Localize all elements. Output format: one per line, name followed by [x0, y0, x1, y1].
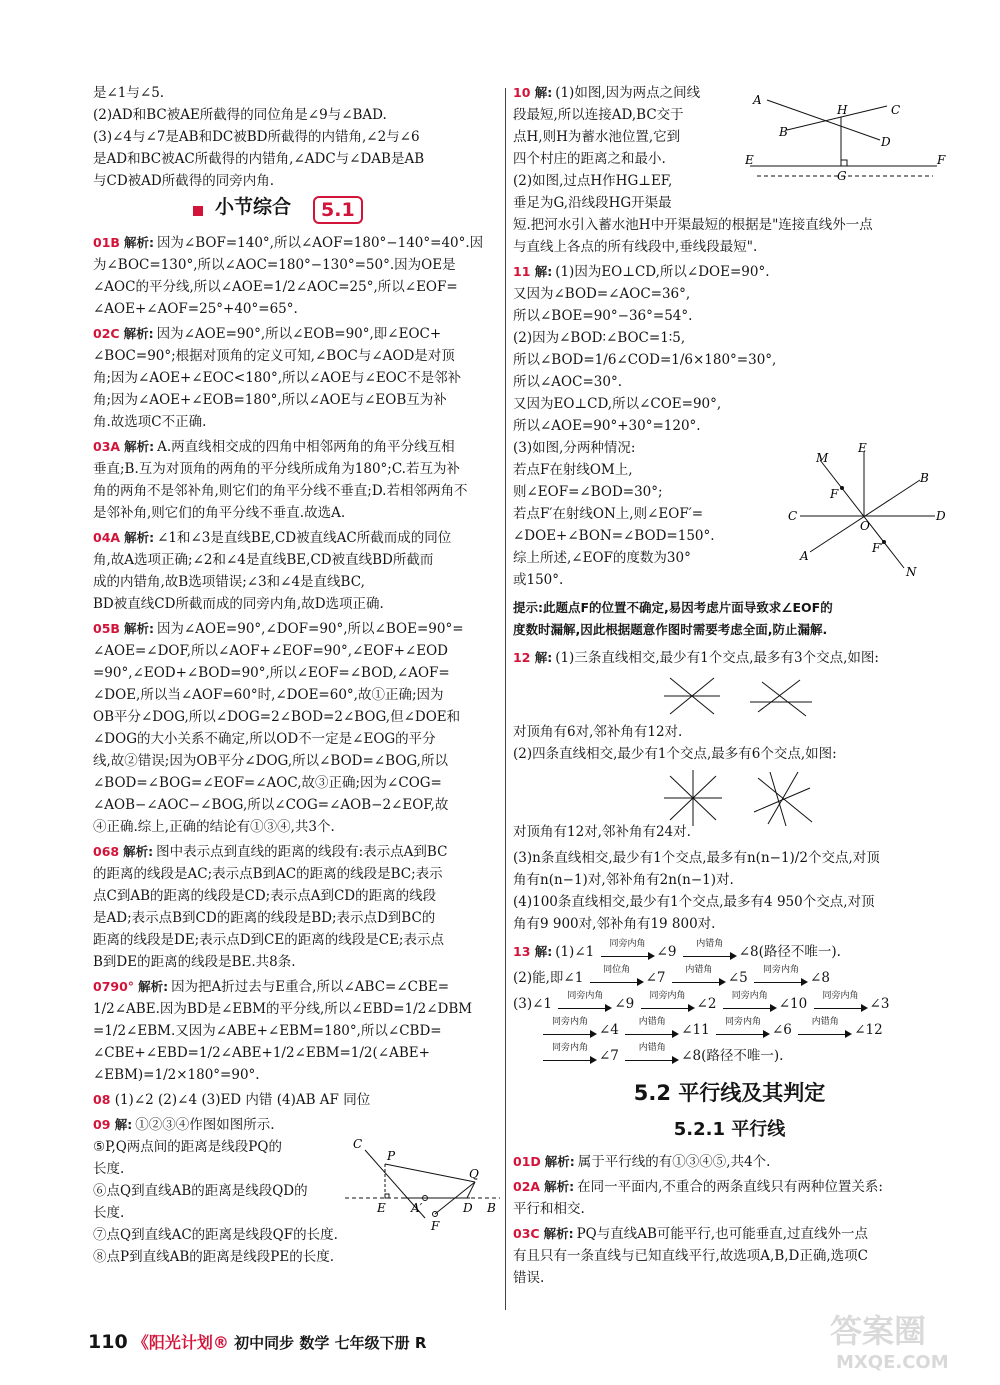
text-line: 角.故选项C不正确. [93, 414, 207, 430]
question-number: 01 [513, 1154, 531, 1169]
answer-tag: 解析: [123, 621, 154, 636]
angle-label: ∠11 [681, 1022, 710, 1038]
text-line: 对顶角有12对,邻补角有24对. [513, 824, 691, 840]
answer-tag: 解析: [123, 235, 154, 250]
page-number: 110 [88, 1331, 128, 1353]
question-number: 01 [93, 235, 111, 250]
fig-label: B [920, 471, 929, 485]
fig-label: D [881, 135, 891, 149]
text-line: 有且只有一条直线与已知直线平行,故选项A,B,D正确,选项C [513, 1248, 868, 1264]
answer-choice: C [110, 326, 120, 341]
answer-item [513, 1223, 946, 1289]
answer-tag: 解析: [123, 844, 154, 859]
answer-q13 [513, 938, 946, 1071]
text-line: 属于平行线的有①③④⑤,共4个. [577, 1154, 771, 1170]
text-line: 错误. [513, 1270, 545, 1286]
question-number: 11 [513, 264, 531, 279]
arrow-label: 同旁内角 [649, 990, 686, 1001]
question-number: 06 [93, 844, 111, 859]
text-line: A.两直线相交成的四角中相邻两角的角平分线互相 [157, 439, 455, 455]
arrow-label: 内错角 [696, 938, 724, 949]
fig-label: E [745, 153, 754, 167]
watermark-text: MXQE.COM [836, 1352, 949, 1373]
tip-text: 度数时漏解,因此根据题意作图时需要考虑全面,防止漏解. [513, 622, 828, 637]
answer-item [513, 1151, 946, 1173]
text-line: 为∠BOC=130°,所以∠AOC=180°−130°=50°.因为OE是 [93, 257, 456, 273]
text-line: (4)100条直线相交,最少有1个交点,最多有4 950个交点,对顶 [513, 894, 875, 910]
text-line: ①②③④作图如图所示. [135, 1117, 275, 1133]
angle-label: ∠8(路径不唯一). [681, 1048, 784, 1064]
footer-text: 初中同步 数学 七年级下册 R [234, 1334, 427, 1352]
text-line: 所以∠AOC=30°. [513, 374, 622, 390]
text-line: 短.把河水引入蓄水池H中开渠最短的根据是"连接直线外一点 [513, 217, 873, 233]
arrow-label: 同旁内角 [731, 990, 768, 1001]
angle-label: (2)能,即∠1 [513, 970, 584, 986]
text-line: 是邻补角,则它们的角平分线不垂直.故选A. [93, 505, 346, 521]
question-number: 03 [93, 439, 111, 454]
section-title: 小节综合 [215, 196, 292, 218]
answer-choice: C [530, 1226, 540, 1241]
fig-label: C [891, 103, 901, 117]
answer-tag: 解: [534, 264, 553, 279]
answer-item [93, 436, 498, 524]
answer-tag: 解析: [544, 1154, 575, 1169]
arrow-icon [714, 1016, 772, 1041]
angle-label: ∠4 [599, 1022, 619, 1038]
text-line: 是∠1与∠5. [93, 85, 165, 101]
text-line: (1)如图,因为两点之间线 [555, 85, 701, 101]
text-line: ∠EBM)=1/2×180°=90°. [93, 1067, 260, 1083]
arrow-label: 同位角 [603, 964, 631, 975]
arrow-label: 同旁内角 [724, 1016, 761, 1027]
tip-label: 提示: [513, 600, 543, 615]
question-number: 02 [513, 1179, 531, 1194]
fig-label: A′ [411, 1201, 423, 1215]
text-line: (2)AD和BC被AE所截得的同位角是∠9与∠BAD. [93, 107, 387, 123]
text-line: (3)如图,分两种情况: [513, 440, 636, 456]
text-line: ∠AOE=∠DOF,所以∠AOF+∠EOF=90°,∠EOF+∠EOD [93, 643, 448, 659]
column-divider [505, 88, 506, 1310]
text-line: 角有9 900对,邻补角有19 800对. [513, 916, 716, 932]
fig-label: M [816, 451, 829, 465]
answer-first-line [93, 527, 498, 549]
text-line: 点C到AB的距离的线段是CD;表示点A到CD的距离的线段 [93, 888, 437, 904]
text-line: 距离的线段是DE;表示点D到CE的距离的线段是CE;表示点 [93, 932, 444, 948]
watermark-logo [822, 1306, 972, 1376]
text-line: 所以∠AOE=90°+30°=120°. [513, 418, 701, 434]
text-line: OB平分∠DOG,所以∠DOG=2∠BOD=2∠BOG,但∠DOE和 [93, 709, 461, 725]
text-line: B到DE的距离的线段是BE.共8条. [93, 954, 296, 970]
text-line: (3)∠4与∠7是AB和DC被BD所截得的内错角,∠2与∠6 [93, 129, 420, 145]
question-number: 02 [93, 326, 111, 341]
question-number: 12 [513, 650, 531, 665]
text-line: ∠DOG的大小关系不确定,所以OD不一定是∠EOG的平分 [93, 731, 436, 747]
path-chain [513, 1042, 946, 1071]
text-line: 平行和相交. [513, 1201, 585, 1217]
answer-first-line [93, 1114, 498, 1136]
answer-tag: 解: [114, 1117, 133, 1132]
text-line: ⑦点Q到直线AC的距离是线段QF的长度. [93, 1227, 338, 1243]
fig-label: N [906, 565, 917, 579]
path-chain [513, 964, 946, 993]
angle-label: (3)∠1 [513, 996, 553, 1012]
text-line: ∠AOC的平分线,所以∠AOE=1/2∠AOC=25°,所以∠EOF= [93, 279, 458, 295]
answer-first-line [93, 841, 498, 863]
fig-label: O [860, 519, 870, 533]
fig-label: P [387, 1149, 396, 1163]
right-answer-list [513, 1151, 946, 1289]
arrow-label: 同旁内角 [609, 938, 646, 949]
angle-label: (1)∠1 [555, 944, 595, 960]
fig-label: C [353, 1138, 363, 1151]
fig-label: F [937, 153, 946, 167]
text-line: ∠BOC=90°;根据对顶角的定义可知,∠BOC与∠AOD是对顶 [93, 348, 455, 364]
subsection-heading-5-2-1: 5.2.1 平行线 [673, 1119, 786, 1140]
answer-choice: A [530, 1179, 541, 1194]
question-number: 08 [93, 1092, 111, 1107]
answer-tag: 解析: [123, 326, 154, 341]
text-line: 所以∠BOE=90°−36°=54°. [513, 308, 693, 324]
arrow-label: 同旁内角 [551, 1016, 588, 1027]
text-line: PQ与直线AB可能平行,也可能垂直,过直线外一点 [576, 1226, 868, 1242]
text-line: 垂足为G,沿线段HG开渠最 [513, 195, 672, 211]
arrow-icon [721, 990, 779, 1015]
answer-choice: 8 [110, 844, 120, 859]
text-line: 因为把A折过去与E重合,所以∠ABC=∠CBE= [171, 979, 450, 995]
text-line: 成的内错角,故B选项错误;∠3和∠4是直线BC, [93, 574, 365, 590]
watermark-text: 答案圈 [830, 1312, 927, 1350]
text-line: ∠AOE+∠AOF=25°+40°=65°. [93, 301, 298, 317]
text-line: 因为∠BOF=140°,所以∠AOF=180°−140°=40°.因 [156, 235, 484, 251]
text-line: (2)四条直线相交,最少有1个交点,最多有6个交点,如图: [513, 746, 837, 762]
text-line: =90°,∠EOD+∠BOD=90°,所以∠EOF=∠BOD,∠AOF= [93, 665, 450, 681]
arrow-label: 同旁内角 [763, 964, 800, 975]
text-line: 所以∠BOD=1/6∠COD=1/6×180°=30°, [513, 352, 777, 368]
answer-tag: 解析: [124, 530, 155, 545]
figure-q10 [745, 92, 950, 184]
arrow-icon [639, 990, 697, 1015]
text-line: (2)如图,过点H作HG⊥EF, [513, 173, 673, 189]
arrow-icon [623, 1016, 681, 1041]
fig-label: C [788, 509, 798, 523]
arrow-icon [670, 964, 728, 989]
text-line: ∠AOB−∠AOC−∠BOG,所以∠COG=∠AOB−2∠EOF,故 [93, 797, 449, 813]
answer-choice: D [530, 1154, 541, 1169]
text-line: 在同一平面内,不重合的两条直线只有两种位置关系: [577, 1179, 883, 1195]
answer-tag: 解: [534, 85, 553, 100]
arrow-icon [796, 1016, 854, 1041]
arrow-label: 内错角 [638, 1016, 666, 1027]
answer-first-line [93, 1089, 498, 1111]
question-number: 07 [93, 979, 111, 994]
text-line: ∠1和∠3是直线BE,CD被直线AC所截而成的同位 [157, 530, 452, 546]
text-line: 角有n(n−1)对,邻补角有2n(n−1)对. [513, 872, 734, 888]
fig-label: A [753, 93, 762, 107]
section-heading [193, 196, 498, 226]
answer-item [513, 1176, 946, 1220]
section-badge: 5.1 [313, 196, 363, 224]
text-line: ∠DOE,所以当∠AOF=60°时,∠DOE=60°,故①正确;因为 [93, 687, 444, 703]
arrow-icon [556, 990, 614, 1015]
answer-item [93, 232, 498, 320]
text-line: 因为∠AOE=90°,所以∠EOB=90°,即∠EOC+ [156, 326, 442, 342]
text-line: 与CD被AD所截得的同旁内角. [93, 173, 275, 189]
arrow-label: 内错角 [638, 1042, 666, 1053]
angle-label: ∠8 [810, 970, 830, 986]
answer-first-line [93, 976, 498, 998]
fig-label: Q [469, 1167, 479, 1181]
figure-q11 [780, 440, 950, 580]
question-number: 13 [513, 944, 531, 959]
angle-label: ∠2 [696, 996, 717, 1012]
path-chain [513, 938, 946, 967]
fig-label: D [936, 509, 946, 523]
question-number: 10 [513, 85, 531, 100]
arrow-icon [588, 964, 646, 989]
text-line: ∠BOD=∠BOG=∠EOF=∠AOC,故③正确;因为∠COG= [93, 775, 442, 791]
fig-label: G [837, 169, 847, 183]
fig-label: B [487, 1201, 496, 1215]
answer-first-line [513, 1223, 946, 1245]
figure-q12-three-lines [650, 668, 820, 728]
path-chain [513, 990, 946, 1019]
angle-label: ∠3 [869, 996, 890, 1012]
fig-label: F [830, 487, 839, 501]
text-line: 对顶角有6对,邻补角有12对. [513, 724, 683, 740]
text-line: 的距离的线段是AC;表示点B到AC的距离的线段是BC;表示 [93, 866, 443, 882]
text-line: 1/2∠ABE.因为BD是∠EBM的平分线,所以∠EBD=1/2∠DBM [93, 1001, 473, 1017]
fig-label: F [431, 1219, 440, 1233]
answer-choice: B [110, 621, 120, 636]
answer-choice: B [110, 235, 120, 250]
tip-block [513, 597, 946, 641]
text-line: (2)因为∠BOD∶∠BOC=1∶5, [513, 330, 686, 346]
angle-label: ∠9 [656, 944, 677, 960]
answer-item [93, 1089, 498, 1111]
answer-first-line [93, 618, 498, 640]
answer-item [93, 323, 498, 433]
text-line: 角,故A选项正确;∠2和∠4是直线BE,CD被直线BD所截而 [93, 552, 434, 568]
text-line: =1/2∠EBM.又因为∠ABE+∠EBM=180°,所以∠CBD= [93, 1023, 442, 1039]
text-line: ⑤P,Q两点间的距离是线段PQ的 [93, 1139, 282, 1155]
answer-tag: 解析: [544, 1179, 575, 1194]
question-number: 09 [93, 1117, 111, 1132]
arrow-label: 同旁内角 [551, 1042, 588, 1053]
arrow-icon [681, 938, 739, 963]
text-line: 又因为EO⊥CD,所以∠COE=90°, [513, 396, 722, 412]
text-line: (1)因为EO⊥CD,所以∠DOE=90°. [555, 264, 770, 280]
arrow-label: 内错角 [811, 1016, 839, 1027]
arrow-label: 内错角 [685, 964, 713, 975]
answer-first-line [93, 323, 498, 345]
fig-label: A [800, 549, 809, 563]
answer-item [93, 841, 498, 973]
text-line: 垂直;B.互为对顶角的两角的平分线所成角为180°;C.若互为补 [93, 461, 460, 477]
text-line: ④正确.综上,正确的结论有①③④,共3个. [93, 819, 335, 835]
fig-label: F′ [872, 541, 884, 555]
answer-first-line [93, 436, 498, 458]
text-line: (1)∠2 (2)∠4 (3)ED 内错 (4)AB AF 同位 [114, 1092, 371, 1108]
text-line: 点H,则H为蓄水池位置,它到 [513, 129, 681, 145]
text-line: 或150°. [513, 572, 564, 588]
text-line: 若点F′在射线ON上,则∠EOF′= [513, 506, 704, 522]
angle-label: ∠8(路径不唯一). [738, 944, 841, 960]
text-line: 段最短,所以连接AD,BC交于 [513, 107, 684, 123]
text-line: 是AD;表示点B到CD的距离的线段是BD;表示点D到BC的 [93, 910, 436, 926]
left-column [93, 82, 498, 1271]
section-heading-5-2: 5.2 平行线及其判定 [633, 1081, 826, 1105]
answer-item [93, 618, 498, 838]
text-line: 综上所述,∠EOF的度数为30° [513, 550, 691, 566]
answer-choice: A [110, 530, 121, 545]
answer-choice: A [110, 439, 121, 454]
figure-q09 [345, 1138, 505, 1233]
text-line: 四个村庄的距离之和最小. [513, 151, 666, 167]
left-answer-list [93, 232, 498, 1268]
angle-label: ∠10 [778, 996, 808, 1012]
text-line: 角的两角不是邻补角,则它们的角平分线不垂直;D.若相邻两角不 [93, 483, 468, 499]
angle-label: ∠5 [727, 970, 748, 986]
angle-label: ∠7 [599, 1048, 619, 1064]
arrow-icon [752, 964, 810, 989]
answer-choice: 90° [110, 979, 135, 994]
fig-label: E [377, 1201, 386, 1215]
text-line: ∠DOE+∠BON=∠BOD=150°. [513, 528, 715, 544]
page-footer [88, 1331, 426, 1354]
fig-label: D [463, 1201, 473, 1215]
arrow-label: 同旁内角 [567, 990, 604, 1001]
figure-q12-four-lines [650, 768, 820, 830]
text-line: 长度. [93, 1205, 125, 1221]
fig-label: E [858, 441, 867, 455]
answer-item [93, 976, 498, 1086]
arrow-icon [541, 1042, 599, 1067]
text-line: ∠CBE+∠EBD=1/2∠ABE+1/2∠EBM=1/2(∠ABE+ [93, 1045, 430, 1061]
text-line: 与直线上各点的所有线段中,垂线段最短". [513, 239, 758, 255]
answer-first-line [513, 1176, 946, 1198]
question-number: 05 [93, 621, 111, 636]
angle-label: ∠6 [772, 1022, 792, 1038]
brand-name: 《阳光计划® [132, 1333, 229, 1352]
answer-tag: 解析: [124, 439, 155, 454]
path-chain [513, 1016, 946, 1045]
arrow-icon [541, 1016, 599, 1041]
text-line: 若点F在射线OM上, [513, 462, 633, 478]
answer-tag: 解析: [138, 979, 169, 994]
text-line: (3)n条直线相交,最少有1个交点,最多有n(n−1)/2个交点,对顶 [513, 850, 880, 866]
arrow-label: 同旁内角 [822, 990, 859, 1001]
text-line: ⑥点Q到直线AB的距离是线段QD的 [93, 1183, 308, 1199]
fig-label: B [779, 125, 788, 139]
angle-label: ∠12 [854, 1022, 883, 1038]
text-line: 则∠EOF=∠BOD=30°; [513, 484, 663, 500]
arrow-icon [812, 990, 870, 1015]
square-icon [193, 206, 203, 216]
answer-item [93, 527, 498, 615]
answer-tag: 解: [534, 650, 553, 665]
answer-tag: 解: [534, 944, 553, 959]
text-line: 线,故②错误;因为OB平分∠DOG,所以∠BOD=∠BOG,所以 [93, 753, 448, 769]
angle-label: ∠7 [645, 970, 666, 986]
text-line: 因为∠AOE=90°,∠DOF=90°,所以∠BOE=90°= [156, 621, 464, 637]
text-line: 是AD和BC被AC所截得的内错角,∠ADC与∠DAB是AB [93, 151, 425, 167]
answer-tag: 解析: [543, 1226, 574, 1241]
tip-text: 此题点F的位置不确定,易因考虑片面导致求∠EOF的 [543, 600, 833, 615]
angle-label: ∠9 [614, 996, 635, 1012]
text-line: BD被直线CD所截而成的同旁内角,故D选项正确. [93, 596, 384, 612]
text-line: (1)三条直线相交,最少有1个交点,最多有3个交点,如图: [555, 650, 879, 666]
question-number: 04 [93, 530, 111, 545]
arrow-icon [599, 938, 657, 963]
fig-label: H [837, 103, 848, 117]
answer-first-line [93, 232, 498, 254]
text-line: 角;因为∠AOE+∠EOB=180°,所以∠AOE与∠EOB互为补 [93, 392, 447, 408]
text-line: ⑧点P到直线AB的距离是线段PE的长度. [93, 1249, 334, 1265]
answer-first-line [513, 1151, 946, 1173]
question-number: 03 [513, 1226, 531, 1241]
text-line: 角;因为∠AOE+∠EOC<180°,所以∠AOE与∠EOC不是邻补 [93, 370, 462, 386]
intro-block [93, 82, 498, 192]
arrow-icon [623, 1042, 681, 1067]
text-line: 又因为∠BOD=∠AOC=36°, [513, 286, 691, 302]
text-line: 图中表示点到直线的距离的线段有:表示点A到BC [156, 844, 448, 860]
text-line: 长度. [93, 1161, 125, 1177]
